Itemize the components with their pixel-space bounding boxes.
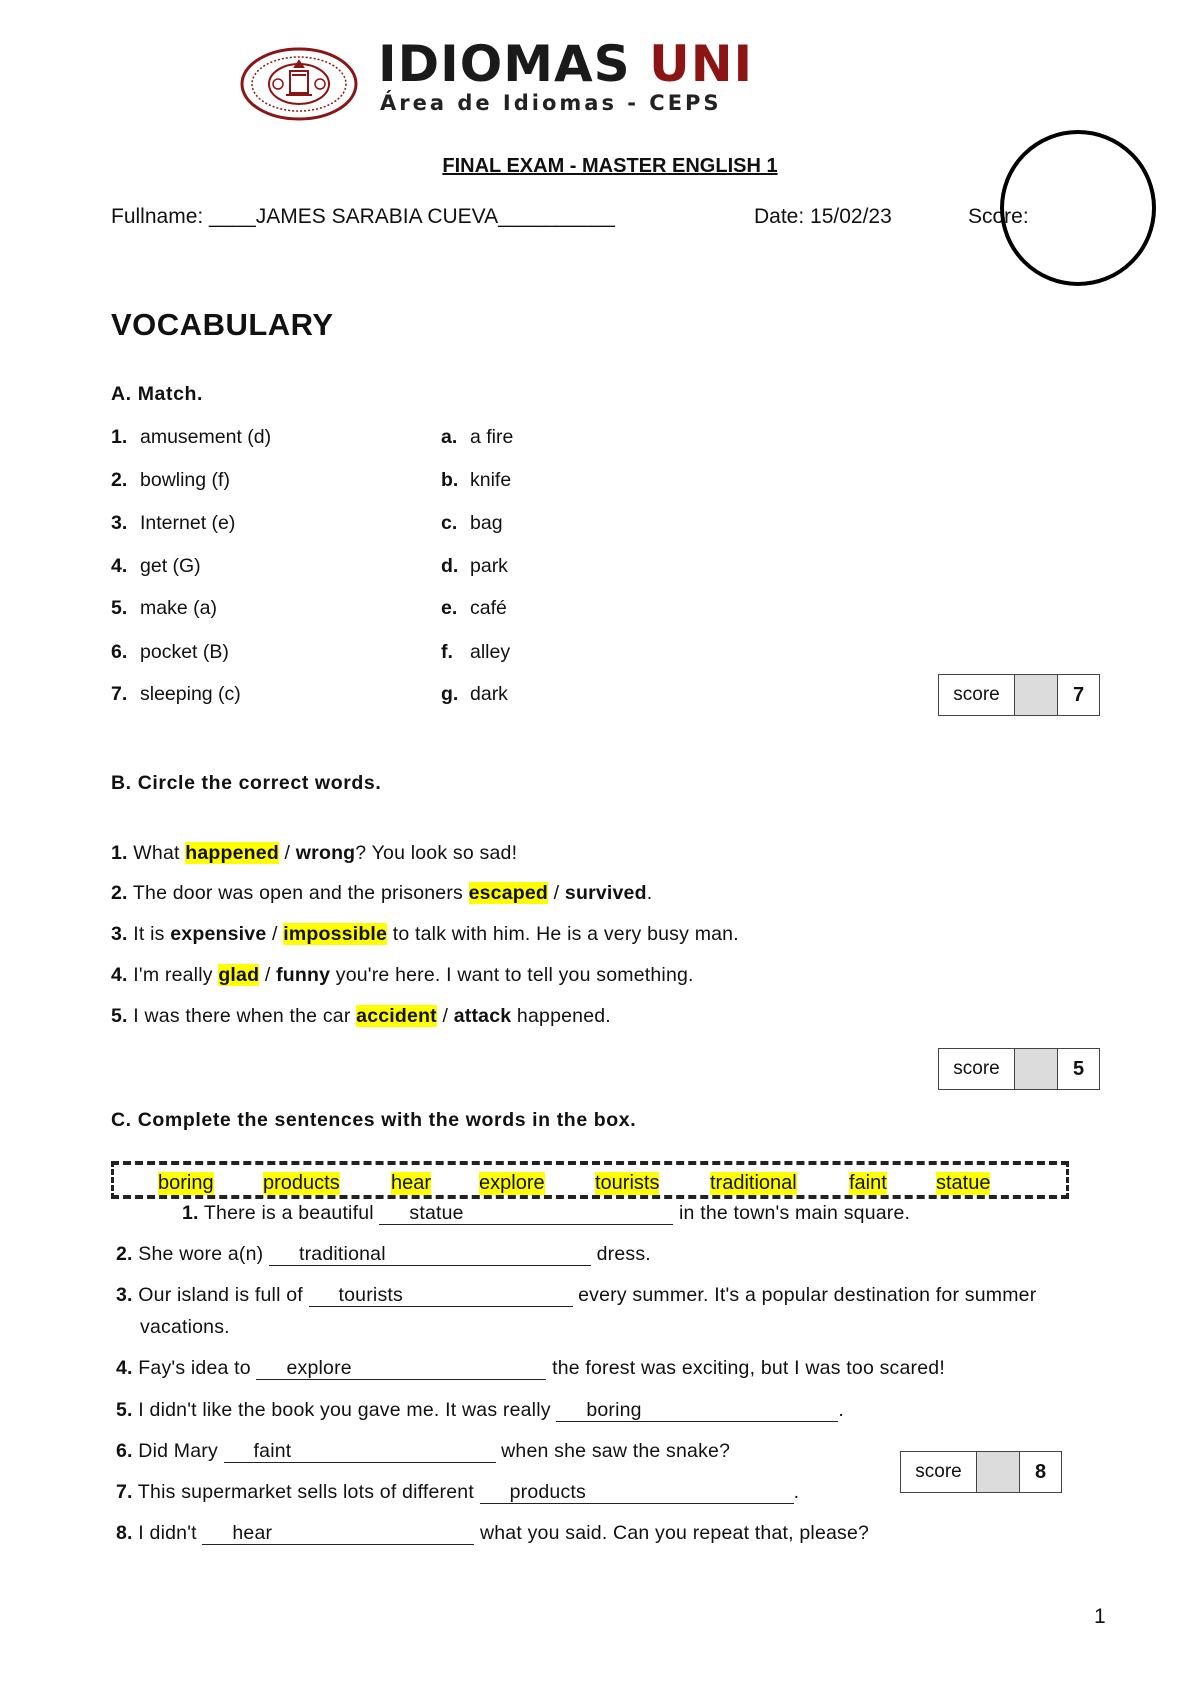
score-box-label: score xyxy=(939,675,1015,715)
match-left-1: 1. amusement (d) xyxy=(111,426,272,448)
word-box xyxy=(111,1161,1069,1199)
score-box-blank xyxy=(1015,675,1058,715)
match-right-f: f. alley xyxy=(441,641,511,663)
complete-sentence-7: 7. This supermarket sells lots of different products . xyxy=(116,1481,800,1503)
word-box-item: hear xyxy=(391,1172,432,1194)
score-box-label: score xyxy=(901,1452,977,1492)
complete-sentence-3: 3. Our island is full of tourists every summer. It's a popular destination for summer xyxy=(116,1284,1037,1306)
match-right-c: c. bag xyxy=(441,512,503,534)
circle-sentence-5: 5. I was there when the car accident / attack happened. xyxy=(111,1005,611,1027)
match-right-b: b. knife xyxy=(441,469,512,491)
fullname-field: Fullname: ____JAMES SARABIA CUEVA__________ xyxy=(111,205,615,228)
logo xyxy=(240,35,820,125)
word-box-item: explore xyxy=(479,1172,545,1194)
complete-sentence-2: 2. She wore a(n) traditional dress. xyxy=(116,1243,651,1265)
score-box-value: 5 xyxy=(1072,1057,1085,1080)
complete-sentence-8: 8. I didn't hear what you said. Can you repeat that, please? xyxy=(116,1522,870,1544)
match-left-7: 7. sleeping (c) xyxy=(111,683,241,705)
brand-name: IDIOMAS UNI xyxy=(378,35,754,93)
word-box-item: products xyxy=(263,1172,340,1194)
university-seal-icon xyxy=(240,47,358,121)
section-b-heading: B. Circle the correct words. xyxy=(111,772,382,794)
score-box-value: 7 xyxy=(1072,683,1085,706)
answer-blank: faint xyxy=(224,1440,496,1463)
section-c-heading: C. Complete the sentences with the words in the box. xyxy=(111,1109,637,1131)
circle-sentence-3: 3. It is expensive / impossible to talk with him. He is a very busy man. xyxy=(111,923,739,945)
circle-sentence-4: 4. I'm really glad / funny you're here. I want to tell you something. xyxy=(111,964,694,986)
word-box-item: boring xyxy=(158,1172,214,1194)
score-box-value: 8 xyxy=(1034,1460,1047,1483)
vocabulary-heading: VOCABULARY xyxy=(111,307,334,342)
score-box-blank xyxy=(1015,1049,1058,1089)
circle-sentence-1: 1. What happened / wrong? You look so sad! xyxy=(111,842,518,864)
score-label: Score: xyxy=(968,205,1029,228)
match-right-g: g. dark xyxy=(441,683,508,705)
answer-blank: hear xyxy=(202,1522,474,1545)
word-box-item: tourists xyxy=(595,1172,660,1194)
match-left-5: 5. make (a) xyxy=(111,597,217,619)
word-box-item: traditional xyxy=(710,1172,797,1194)
answer-blank: traditional xyxy=(269,1243,591,1266)
brand-subtitle: Área de Idiomas - CEPS xyxy=(380,91,722,115)
answer-blank: tourists xyxy=(309,1284,573,1307)
match-right-a: a. a fire xyxy=(441,426,514,448)
score-box-b xyxy=(938,1048,1100,1090)
word-box-item: statue xyxy=(936,1172,991,1194)
score-box-a xyxy=(938,674,1100,716)
score-box-label: score xyxy=(939,1049,1015,1089)
answer-blank: statue xyxy=(379,1202,673,1225)
score-box-c xyxy=(900,1451,1062,1493)
answer-blank: products xyxy=(480,1481,794,1504)
match-right-d: d. park xyxy=(441,555,508,577)
score-circle xyxy=(1000,130,1156,286)
complete-sentence-6: 6. Did Mary faint when she saw the snake? xyxy=(116,1440,731,1462)
complete-sentence-3-cont: vacations. xyxy=(140,1316,230,1338)
answer-blank: explore xyxy=(256,1357,546,1380)
score-box-blank xyxy=(977,1452,1020,1492)
match-left-6: 6. pocket (B) xyxy=(111,641,229,663)
match-left-2: 2. bowling (f) xyxy=(111,469,230,491)
match-left-3: 3. Internet (e) xyxy=(111,512,236,534)
complete-sentence-1: 1. There is a beautiful statue in the town's main square. xyxy=(182,1202,911,1224)
match-right-e: e. café xyxy=(441,597,507,619)
page-number: 1 xyxy=(1094,1605,1106,1628)
section-a-heading: A. Match. xyxy=(111,383,204,405)
complete-sentence-5: 5. I didn't like the book you gave me. It was really boring . xyxy=(116,1399,844,1421)
complete-sentence-4: 4. Fay's idea to explore the forest was exciting, but I was too scared! xyxy=(116,1357,945,1379)
exam-title: FINAL EXAM - MASTER ENGLISH 1 xyxy=(442,155,778,177)
match-left-4: 4. get (G) xyxy=(111,555,201,577)
word-box-item: faint xyxy=(849,1172,887,1194)
exam-date: Date: 15/02/23 xyxy=(754,205,892,228)
answer-blank: boring xyxy=(556,1399,838,1422)
circle-sentence-2: 2. The door was open and the prisoners escaped / survived. xyxy=(111,882,653,904)
